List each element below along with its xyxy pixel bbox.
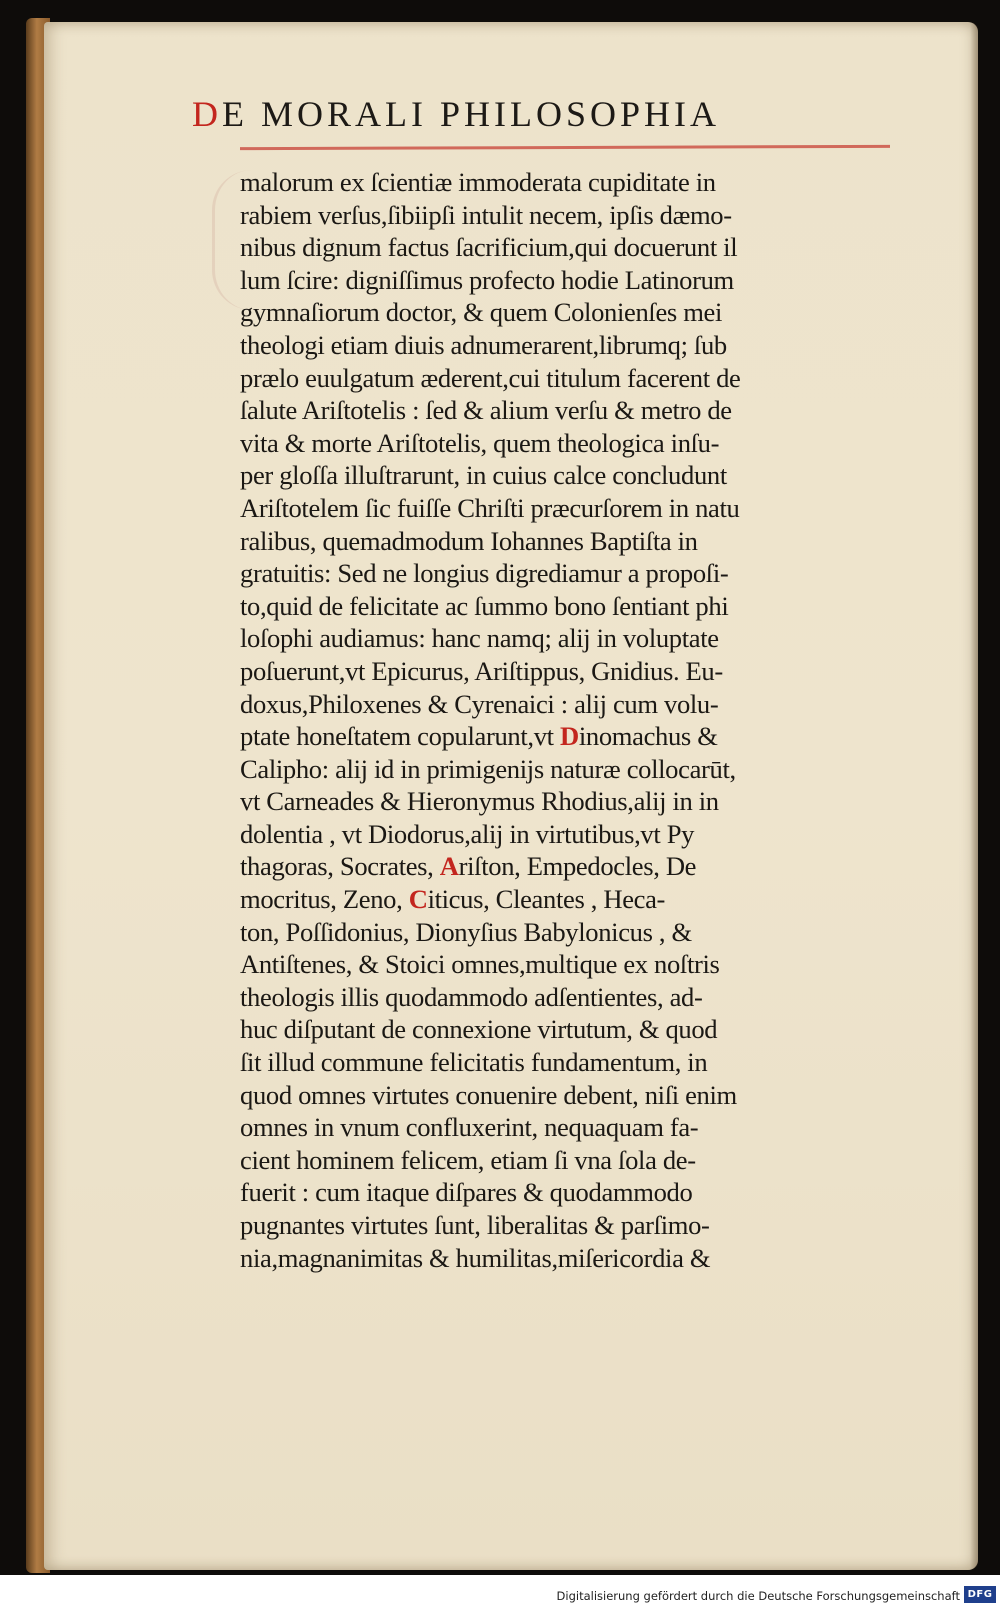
text-line: pugnantes virtutes ſunt, liberalitas & parſimo- — [240, 1210, 710, 1240]
text-line: cient hominem felicem, etiam ſi vna ſola de- — [240, 1144, 696, 1175]
text-line: ralibus, quemadmodum Iohannes Baptiſta in — [240, 525, 698, 556]
text-line: gymnaſiorum doctor, & quem Colonienſes mei — [240, 297, 723, 328]
footer-credit: Digitalisierung gefördert durch die Deutsche Forschungsgemeinschaft — [556, 1589, 960, 1603]
text-line: prælo euulgatum æderent,cui titulum facerent de — [240, 362, 741, 393]
text-line: ton, Poſſidonius, Dionyſius Babylonicus , & — [240, 916, 692, 947]
text-line: omnes in vnum confluxerint, nequaquam fa- — [240, 1112, 699, 1143]
text-line: theologi etiam diuis adnumerarent,librumq; ſub — [240, 329, 727, 360]
text-line: doxus,Philoxenes & Cyrenaici : alij cum volu- — [240, 688, 719, 719]
text-line: lum ſcire: digniſſimus profecto hodie Latinorum — [240, 264, 734, 295]
running-head — [192, 96, 922, 132]
text-line: vita & morte Ariſtotelis, quem theologica inſu- — [240, 427, 720, 458]
text-line: Calipho: alij id in primigenijs naturæ collocarūt, — [240, 753, 736, 784]
text-line: fuerit : cum itaque diſpares & quodammodo — [240, 1177, 693, 1208]
text-line: Antiſtenes, & Stoici omnes,multique ex noſtris — [240, 949, 720, 980]
text-line: ſalute Ariſtotelis : ſed & alium verſu & metro de — [240, 395, 732, 426]
text-line: nibus dignum factus ſacrificium,qui docuerunt il — [240, 232, 738, 263]
text-line: poſuerunt,vt Epicurus, Ariſtippus, Gnidius. Eu- — [240, 655, 723, 686]
page-edge-shadow — [970, 22, 978, 1570]
text-line: dolentia , vt Diodorus,alij in virtutibus,vt Py — [240, 818, 695, 849]
text-line: Ariſtotelem ſic fuiſſe Chriſti præcurſorem in natu — [240, 492, 740, 523]
text-line: mocritus, Zeno, Citicus, Cleantes , Heca- — [240, 884, 666, 915]
running-head-text: E MORALI PHILOSOPHIA — [222, 94, 721, 134]
text-line: ſit illud commune felicitatis fundamentum, in — [240, 1047, 708, 1078]
text-line: nia,magnanimitas & humilitas,miſericordia & — [240, 1242, 711, 1273]
rubricated-initial: A — [439, 851, 459, 882]
rubricated-initial: D — [560, 721, 579, 752]
text-line: theologis illis quodammodo adſentientes, ad- — [240, 981, 703, 1012]
text-line: gratuitis: Sed ne longius digrediamur a propoſi- — [240, 558, 729, 589]
dfg-logo: DFG — [964, 1586, 996, 1603]
text-line: ptate honeſtatem copularunt,vt Dinomachus & — [240, 721, 718, 752]
rubricated-initial: C — [408, 884, 428, 915]
text-line: thagoras, Socrates, Ariſton, Empedocles, De — [240, 851, 697, 882]
text-line: to,quid de felicitate ac ſummo bono ſentiant phi — [240, 590, 729, 621]
text-line: per gloſſa illuſtrarunt, in cuius calce concludunt — [240, 460, 727, 491]
text-line: quod omnes virtutes conuenire debent, niſi enim — [240, 1079, 737, 1110]
running-head-initial: D — [192, 94, 222, 134]
text-line: loſophi audiamus: hanc namq; alij in voluptate — [240, 623, 719, 654]
text-line: huc diſputant de connexione virtutum, & quod — [240, 1014, 718, 1045]
text-line: vt Carneades & Hieronymus Rhodius,alij in in — [240, 786, 719, 817]
text-line: rabiem verſus,ſibiipſi intulit necem, ipſis dæmo- — [240, 199, 732, 230]
body-text — [240, 166, 906, 1274]
text-line: malorum ex ſcientiæ immoderata cupiditate in — [240, 167, 716, 197]
